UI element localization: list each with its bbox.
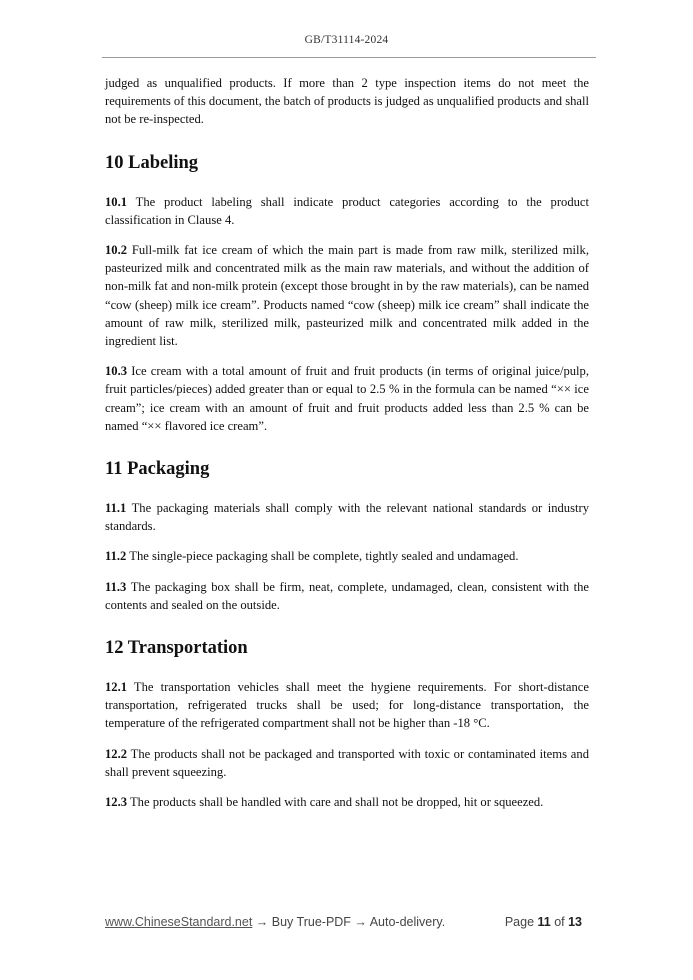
clause-12-3 — [105, 793, 589, 811]
clause-text: Full-milk fat ice cream of which the main part is made from raw milk, sterilized milk, pasteurized milk and concentrated milk as the main raw materials, and without the addition of non-milk fat and non-milk protein (except those brought in by the raw materials), can be named “cow (sheep) milk ice cream”. Products named “cow (sheep) milk ice cream” shall indicate the amount of raw milk, sterilized milk, pasteurized milk and concentrated milk added in the ingredient list. — [105, 243, 589, 349]
running-header: GB/T31114-2024 — [304, 34, 389, 46]
clause-text: The packaging box shall be firm, neat, complete, undamaged, clean, consistent with the contents and sealed on the outside. — [105, 579, 589, 612]
intro-paragraph: judged as unqualified products. If more than 2 type inspection items do not meet the requirements of this document, the batch of products is judged as unqualified products and shall not be re-inspected. — [105, 76, 589, 127]
clause-text: The products shall not be packaged and transported with toxic or contaminated items and shall prevent squeezing. — [105, 746, 589, 779]
clause-11-2 — [105, 547, 589, 565]
clause-text: The product labeling shall indicate product categories according to the product classification in Clause 4. — [105, 194, 589, 227]
site-link[interactable]: www.ChineseStandard.net — [105, 915, 253, 929]
clause-12-2 — [105, 745, 589, 781]
page-footer — [105, 915, 589, 929]
page-body — [105, 74, 589, 823]
page-indicator — [505, 915, 582, 929]
clause-number: 12.2 — [105, 746, 128, 761]
page-label: Page — [504, 915, 538, 929]
clause-text: Ice cream with a total amount of fruit and fruit products (in terms of original juice/pulp, fruit particles/pieces) added greater than or equal to 2.5 % in the formula can be named “×× ice cream”; ice cream with an amount of fruit and fruit products added less than 2.5 % can be named “×× flavored ice cream”. — [105, 364, 589, 433]
page-current: 11 — [537, 915, 551, 929]
section-heading-transportation: 12 Transportation — [105, 638, 248, 659]
clause-number: 12.1 — [105, 680, 128, 695]
clause-text: The products shall be handled with care and shall not be dropped, hit or squeezed. — [127, 795, 544, 810]
header-divider — [102, 57, 596, 58]
clause-number: 10.2 — [105, 243, 128, 258]
clause-10-3 — [105, 362, 589, 435]
clause-10-2 — [105, 241, 589, 350]
clause-number: 10.1 — [105, 194, 128, 209]
clause-text: The single-piece packaging shall be complete, tightly sealed and undamaged. — [126, 549, 519, 564]
clause-11-3 — [105, 578, 589, 614]
page-total: 13 — [568, 915, 582, 929]
clause-number: 11.2 — [105, 549, 127, 564]
clause-number: 10.3 — [105, 364, 128, 379]
clause-11-1 — [105, 499, 589, 535]
clause-12-1 — [105, 678, 589, 733]
clause-number: 11.3 — [105, 579, 127, 594]
page-of: of — [550, 915, 569, 929]
clause-text: The transportation vehicles shall meet the hygiene requirements. For short-distance transportation, refrigerated trucks shall be used; for long-distance transportation, the temperature of the refrigerated compartment shall not be higher than -18 °C. — [105, 680, 589, 731]
section-heading-labeling: 10 Labeling — [105, 152, 199, 173]
clause-10-1 — [105, 193, 589, 229]
clause-text: The packaging materials shall comply with the relevant national standards or industry standards. — [105, 501, 589, 534]
section-heading-packaging: 11 Packaging — [105, 459, 210, 480]
footer-tagline: → Buy True-PDF → Auto-delivery. — [252, 915, 446, 929]
clause-number: 12.3 — [105, 795, 128, 810]
clause-number: 11.1 — [105, 501, 127, 516]
